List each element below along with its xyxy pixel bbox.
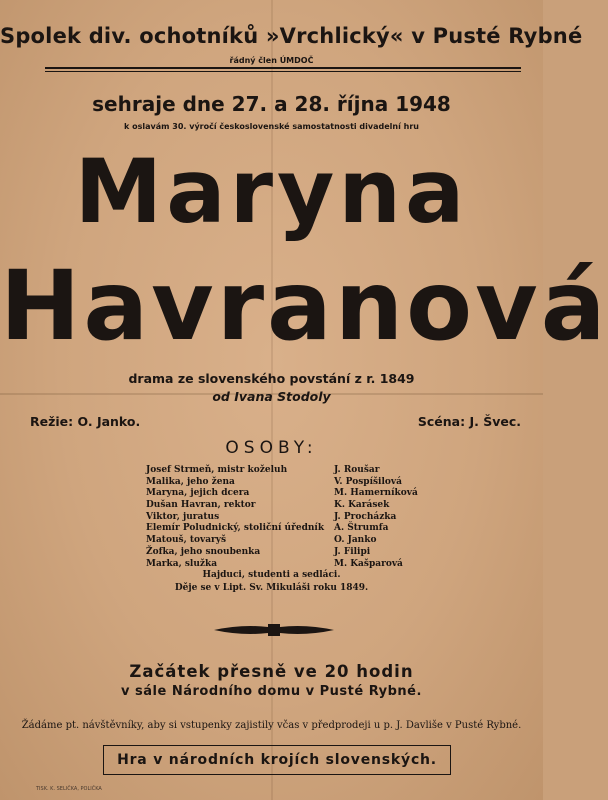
cast-actor: A. Štrumfa — [334, 523, 389, 534]
cast-list — [146, 465, 446, 570]
cast-actor: J. Procházka — [334, 511, 397, 522]
cast-row — [146, 559, 446, 571]
cast-actor: V. Pospíšilová — [334, 476, 402, 487]
cast-row — [146, 512, 446, 524]
printer-imprint: TISK. K. SELIČKA, POLIČKA — [36, 786, 102, 792]
director-credit: Režie: O. Janko. — [30, 414, 141, 429]
society-name: Spolek div. ochotníků »Vrchlický« v Pusté Rybné — [0, 24, 583, 48]
ticket-request: Žádáme pt. návštěvníky, aby si vstupenky zajistily včas v předprodeji u p. J. Davliše v Pusté Rybné. — [21, 720, 522, 731]
cast-row — [146, 488, 446, 500]
play-title-line2: Havranová — [0, 250, 608, 362]
cast-row — [146, 547, 446, 559]
cast-role: Elemír Poludnický, stoliční úředník — [146, 523, 325, 534]
cast-actor: J. Roušar — [334, 465, 380, 475]
cast-role: Malika, jeho žena — [146, 476, 235, 487]
cast-row — [146, 500, 446, 512]
play-setting: Děje se v Lipt. Sv. Mikuláši roku 1849. — [174, 583, 369, 593]
play-subtitle: drama ze slovenského povstání z r. 1849 — [128, 371, 415, 386]
cast-role: Maryna, jejich dcera — [146, 488, 250, 499]
cast-role: Marka, služka — [146, 558, 218, 569]
cast-row — [146, 465, 446, 477]
cast-actor: M. Hamerníková — [334, 488, 418, 499]
play-author: od Ivana Stodoly — [212, 389, 331, 404]
membership-note: řádný člen ÚMDOČ — [229, 56, 314, 65]
cast-role: Matouš, tovaryš — [146, 535, 227, 546]
scene-credit: Scéna: J. Švec. — [417, 414, 521, 429]
cast-role: Dušan Havran, rektor — [146, 500, 256, 511]
header-rule-thick — [45, 67, 521, 69]
cast-actor: J. Filipi — [334, 546, 371, 557]
performance-occasion: k oslavám 30. výročí československé samostatnosti divadelní hru — [124, 122, 419, 131]
venue: v sále Národního domu v Pusté Rybné. — [121, 684, 422, 699]
cast-role: Viktor, juratus — [146, 511, 220, 522]
cast-row — [146, 477, 446, 489]
cast-row — [146, 535, 446, 547]
cast-extras: Hajduci, studenti a sedláci. — [202, 570, 341, 580]
cast-actor: M. Kašparová — [334, 558, 403, 569]
ornament-divider-icon — [212, 621, 336, 639]
cast-actor: O. Janko — [334, 535, 377, 546]
cast-heading: OSOBY: — [225, 438, 318, 458]
cast-role: Josef Strmeň, mistr koželuh — [146, 465, 288, 475]
performance-dates: sehraje dne 27. a 28. října 1948 — [92, 92, 451, 116]
cast-actor: K. Karásek — [334, 500, 390, 511]
cast-role: Žofka, jeho snoubenka — [146, 546, 261, 557]
start-time: Začátek přesně ve 20 hodin — [129, 662, 414, 681]
costume-note-box: Hra v národních krojích slovenských. — [103, 745, 451, 775]
header-rule-thin — [45, 71, 521, 72]
play-title-line1: Maryna — [74, 140, 469, 243]
cast-row — [146, 523, 446, 535]
